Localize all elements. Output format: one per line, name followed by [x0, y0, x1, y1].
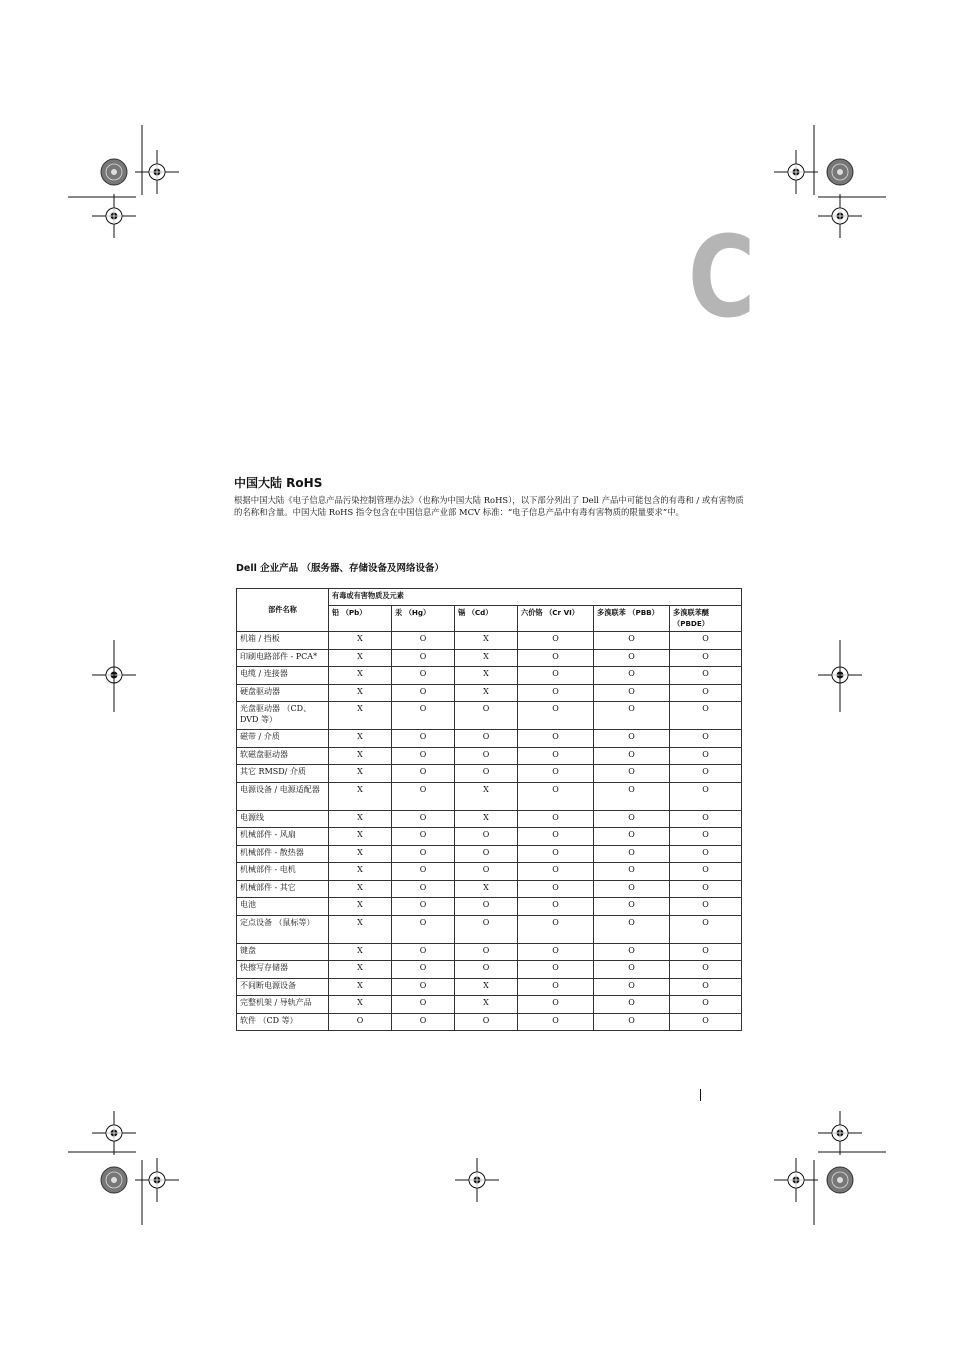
value-cell: O	[392, 845, 455, 863]
value-cell: O	[392, 961, 455, 979]
registration-mark-bottom-right	[774, 1111, 886, 1225]
part-name-cell: 不间断电源设备	[237, 978, 329, 996]
registration-mark-top-right	[774, 125, 886, 238]
part-name-cell: 印刷电路部件 - PCA*	[237, 649, 329, 667]
value-cell: X	[329, 863, 392, 881]
value-cell: O	[594, 845, 670, 863]
value-cell: X	[455, 684, 518, 702]
section-heading: 中国大陆 RoHS	[234, 476, 323, 490]
part-name-cell: 机械部件 - 风扇	[237, 828, 329, 846]
value-cell: O	[518, 730, 594, 748]
value-cell: O	[392, 996, 455, 1014]
value-cell: O	[518, 765, 594, 783]
value-cell: O	[518, 961, 594, 979]
table-row	[237, 810, 742, 828]
table-row	[237, 702, 742, 730]
value-cell: X	[329, 961, 392, 979]
value-cell: X	[329, 632, 392, 650]
value-cell: O	[392, 730, 455, 748]
part-name-cell: 硬盘驱动器	[237, 684, 329, 702]
table-row	[237, 649, 742, 667]
value-cell: X	[329, 943, 392, 961]
value-cell: O	[594, 730, 670, 748]
table-row	[237, 747, 742, 765]
value-cell: O	[670, 943, 742, 961]
page-number-rule	[700, 1089, 701, 1101]
value-cell: O	[670, 898, 742, 916]
value-cell: O	[670, 978, 742, 996]
part-name-cell: 软磁盘驱动器	[237, 747, 329, 765]
value-cell: O	[455, 747, 518, 765]
value-cell: O	[392, 863, 455, 881]
value-cell: X	[329, 782, 392, 810]
value-cell: X	[329, 828, 392, 846]
value-cell: X	[329, 898, 392, 916]
value-cell: O	[392, 667, 455, 685]
value-cell: O	[518, 747, 594, 765]
value-cell: O	[670, 961, 742, 979]
value-cell: O	[518, 845, 594, 863]
value-cell: O	[594, 765, 670, 783]
value-cell: O	[594, 978, 670, 996]
col-header-cd: 镉 （Cd）	[455, 606, 518, 632]
value-cell: O	[594, 863, 670, 881]
value-cell: O	[670, 828, 742, 846]
value-cell: O	[392, 978, 455, 996]
registration-mark-bottom-left	[68, 1111, 179, 1225]
value-cell: O	[455, 730, 518, 748]
table-row	[237, 730, 742, 748]
value-cell: X	[455, 667, 518, 685]
table-title: Dell 企业产品 （服务器、存储设备及网络设备）	[236, 563, 444, 574]
value-cell: O	[670, 845, 742, 863]
value-cell: O	[518, 1013, 594, 1031]
value-cell: O	[670, 810, 742, 828]
table-row	[237, 961, 742, 979]
value-cell: O	[594, 702, 670, 730]
value-cell: O	[518, 943, 594, 961]
value-cell: O	[455, 702, 518, 730]
value-cell: O	[518, 898, 594, 916]
value-cell: X	[455, 782, 518, 810]
value-cell: O	[392, 782, 455, 810]
value-cell: X	[329, 702, 392, 730]
part-name-cell: 其它 RMSD/ 介质	[237, 765, 329, 783]
col-header-pb: 铅 （Pb）	[329, 606, 392, 632]
table-row	[237, 667, 742, 685]
table-row	[237, 943, 742, 961]
value-cell: O	[594, 943, 670, 961]
value-cell: O	[392, 810, 455, 828]
value-cell: O	[594, 880, 670, 898]
table-row	[237, 898, 742, 916]
value-cell: O	[392, 880, 455, 898]
value-cell: O	[670, 702, 742, 730]
value-cell: O	[594, 961, 670, 979]
value-cell: O	[455, 961, 518, 979]
value-cell: O	[594, 828, 670, 846]
value-cell: O	[518, 863, 594, 881]
table-row	[237, 782, 742, 810]
part-name-cell: 快擦写存储器	[237, 961, 329, 979]
value-cell: X	[329, 730, 392, 748]
value-cell: O	[455, 898, 518, 916]
table-row	[237, 978, 742, 996]
part-name-cell: 电缆 / 连接器	[237, 667, 329, 685]
value-cell: O	[594, 747, 670, 765]
part-name-cell: 机械部件 - 散热器	[237, 845, 329, 863]
table-row	[237, 765, 742, 783]
part-name-cell: 光盘驱动器 （CD、 DVD 等）	[237, 702, 329, 730]
value-cell: X	[329, 684, 392, 702]
value-cell: O	[518, 667, 594, 685]
part-name-cell: 机械部件 - 电机	[237, 863, 329, 881]
value-cell: O	[455, 863, 518, 881]
value-cell: O	[594, 898, 670, 916]
part-name-cell: 电源设备 / 电源适配器	[237, 782, 329, 810]
table-row	[237, 632, 742, 650]
table-row	[237, 996, 742, 1014]
value-cell: O	[670, 915, 742, 943]
value-cell: X	[455, 880, 518, 898]
col-header-crvi: 六价铬 （Cr VI）	[518, 606, 594, 632]
value-cell: O	[518, 978, 594, 996]
value-cell: O	[518, 915, 594, 943]
part-name-cell: 电池	[237, 898, 329, 916]
value-cell: O	[518, 702, 594, 730]
value-cell: O	[392, 649, 455, 667]
value-cell: O	[670, 667, 742, 685]
value-cell: O	[594, 649, 670, 667]
value-cell: X	[455, 649, 518, 667]
value-cell: X	[329, 915, 392, 943]
value-cell: O	[455, 1013, 518, 1031]
table-row	[237, 845, 742, 863]
registration-mark-mid-left	[92, 640, 136, 712]
value-cell: O	[594, 684, 670, 702]
value-cell: X	[329, 845, 392, 863]
value-cell: O	[455, 915, 518, 943]
value-cell: O	[518, 810, 594, 828]
value-cell: O	[455, 845, 518, 863]
table-row	[237, 880, 742, 898]
col-header-pbb: 多溴联苯 （PBB）	[594, 606, 670, 632]
value-cell: O	[670, 782, 742, 810]
value-cell: O	[518, 880, 594, 898]
value-cell: O	[518, 632, 594, 650]
value-cell: O	[670, 996, 742, 1014]
value-cell: O	[518, 649, 594, 667]
part-name-cell: 软件 （CD 等）	[237, 1013, 329, 1031]
part-name-header: 部件名称	[237, 589, 329, 632]
part-name-cell: 机箱 / 挡板	[237, 632, 329, 650]
part-name-cell: 完整机架 / 导轨产品	[237, 996, 329, 1014]
table-row	[237, 863, 742, 881]
col-header-pbde: 多溴联苯醚 （PBDE）	[670, 606, 742, 632]
value-cell: O	[455, 943, 518, 961]
rohs-table	[236, 588, 742, 1031]
value-cell: O	[594, 782, 670, 810]
value-cell: O	[670, 649, 742, 667]
value-cell: X	[455, 810, 518, 828]
value-cell: O	[392, 898, 455, 916]
value-cell: X	[329, 996, 392, 1014]
value-cell: O	[518, 996, 594, 1014]
value-cell: O	[392, 632, 455, 650]
table-row	[237, 1013, 742, 1031]
value-cell: O	[329, 1013, 392, 1031]
value-cell: X	[329, 667, 392, 685]
value-cell: O	[670, 863, 742, 881]
value-cell: O	[670, 632, 742, 650]
value-cell: O	[518, 684, 594, 702]
col-header-hg: 汞 （Hg）	[392, 606, 455, 632]
value-cell: O	[518, 828, 594, 846]
table-row	[237, 684, 742, 702]
value-cell: O	[670, 684, 742, 702]
substances-group-header: 有毒或有害物质及元素	[329, 589, 742, 606]
rohs-table-body	[237, 632, 742, 1031]
value-cell: O	[392, 684, 455, 702]
value-cell: O	[594, 810, 670, 828]
appendix-letter: C	[688, 213, 756, 343]
registration-mark-bottom-center	[455, 1158, 499, 1202]
value-cell: O	[455, 828, 518, 846]
value-cell: O	[670, 765, 742, 783]
value-cell: O	[670, 730, 742, 748]
value-cell: X	[329, 649, 392, 667]
value-cell: X	[329, 978, 392, 996]
part-name-cell: 定点设备 （鼠标等）	[237, 915, 329, 943]
value-cell: O	[392, 943, 455, 961]
value-cell: X	[329, 880, 392, 898]
intro-paragraph: 根据中国大陆《电子信息产品污染控制管理办法》（也称为中国大陆 RoHS），以下部分列出了 Dell 产品中可能包含的有毒和 / 或有害物质的名称和含量。中国大陆 RoHS 指令包含在中国信息产业部 MCV 标准：“电子信息产品中有毒有害物质的限量要求”中。	[234, 495, 744, 517]
value-cell: X	[455, 978, 518, 996]
value-cell: X	[329, 765, 392, 783]
part-name-cell: 磁带 / 介质	[237, 730, 329, 748]
value-cell: X	[329, 747, 392, 765]
table-row	[237, 828, 742, 846]
value-cell: O	[392, 828, 455, 846]
value-cell: O	[594, 632, 670, 650]
value-cell: O	[455, 765, 518, 783]
value-cell: X	[455, 632, 518, 650]
value-cell: O	[670, 880, 742, 898]
value-cell: O	[392, 1013, 455, 1031]
part-name-cell: 机械部件 - 其它	[237, 880, 329, 898]
table-row	[237, 915, 742, 943]
value-cell: X	[455, 996, 518, 1014]
value-cell: O	[392, 702, 455, 730]
value-cell: O	[518, 782, 594, 810]
registration-mark-mid-right	[818, 640, 862, 712]
value-cell: O	[594, 996, 670, 1014]
value-cell: O	[594, 915, 670, 943]
value-cell: O	[594, 1013, 670, 1031]
value-cell: X	[329, 810, 392, 828]
part-name-cell: 电源线	[237, 810, 329, 828]
value-cell: O	[392, 765, 455, 783]
part-name-cell: 键盘	[237, 943, 329, 961]
value-cell: O	[392, 747, 455, 765]
value-cell: O	[670, 747, 742, 765]
value-cell: O	[594, 667, 670, 685]
registration-mark-top-left	[68, 125, 179, 238]
value-cell: O	[670, 1013, 742, 1031]
value-cell: O	[392, 915, 455, 943]
